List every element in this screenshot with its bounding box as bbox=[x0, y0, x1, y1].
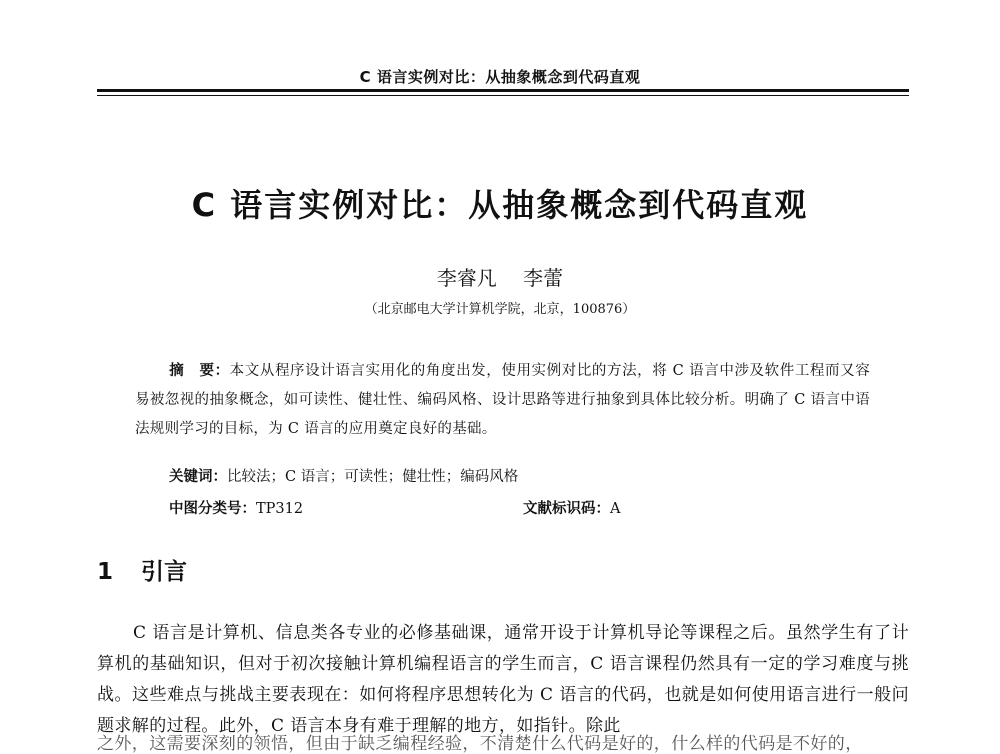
doc-code-label: 文献标识码： bbox=[523, 500, 610, 517]
author-affiliation: （北京邮电大学计算机学院，北京，100876） bbox=[364, 302, 636, 317]
keywords-text: 比较法；C 语言；可读性；健壮性；编码风格 bbox=[227, 469, 519, 485]
abstract-label: 摘 要： bbox=[169, 362, 230, 379]
keywords-label: 关键词： bbox=[169, 468, 227, 485]
author-name: 李睿凡 bbox=[436, 266, 497, 290]
keywords bbox=[169, 465, 869, 486]
paper-title: C 语言实例对比：从抽象概念到代码直观 bbox=[191, 186, 809, 224]
classification-line bbox=[169, 497, 869, 518]
clc-label: 中图分类号： bbox=[169, 500, 256, 517]
body-paragraph bbox=[97, 618, 909, 742]
abstract-text: 本文从程序设计语言实用化的角度出发，使用实例对比的方法，将 C 语言中涉及软件工程而又容易被忽视的抽象概念，如可读性、健壮性、编码风格、设计思路等进行抽象到具体比较分析。明确了 C 语言中语法规则学习的目标，为 C 语言的应用奠定良好的基础。 bbox=[135, 363, 870, 437]
section-title: 引言 bbox=[141, 559, 187, 585]
running-header: C 语言实例对比：从抽象概念到代码直观 bbox=[359, 68, 641, 86]
header-rule-thick bbox=[97, 89, 909, 92]
body-cut-line: 之外，这需要深刻的领悟，但由于缺乏编程经验，不清楚什么代码是好的，什么样的代码是不好的， bbox=[97, 734, 863, 754]
section-heading bbox=[97, 553, 187, 586]
author-name: 李蕾 bbox=[523, 266, 564, 290]
clc-value: TP312 bbox=[256, 501, 304, 517]
section-number: 1 bbox=[97, 559, 114, 585]
body-paragraph-text: C 语言是计算机、信息类各专业的必修基础课，通常开设于计算机导论等课程之后。虽然学生有了计算机的基础知识，但对于初次接触计算机编程语言的学生而言，C 语言课程仍然具有一定的学习难度与挑战。这些难点与挑战主要表现在：如何将程序思想转化为 C 语言的代码，也就是如何使用语言进行一般问题求解的过程。此外，C 语言本身有难于理解的地方，如指针。除此 bbox=[97, 623, 909, 736]
header-rule-thin bbox=[97, 95, 909, 96]
doc-code-value: A bbox=[610, 501, 621, 517]
abstract bbox=[135, 356, 870, 444]
author-list bbox=[0, 262, 1000, 291]
document-code bbox=[523, 497, 620, 518]
